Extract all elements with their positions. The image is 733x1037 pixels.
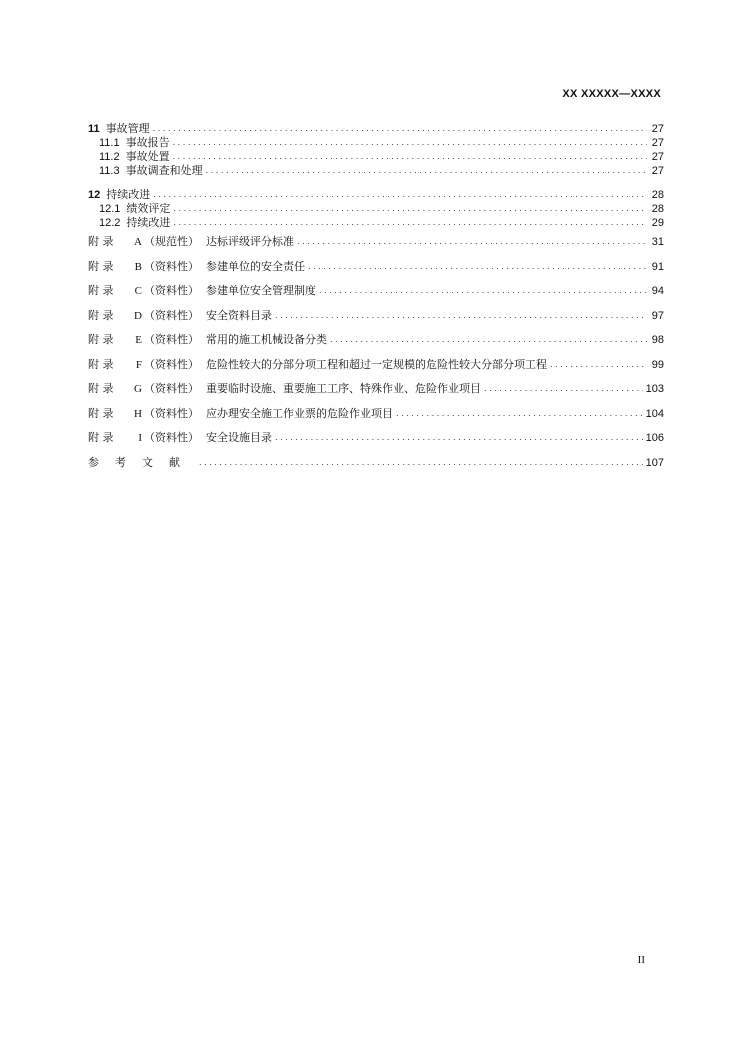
- toc-title: 持续改进: [106, 188, 151, 201]
- appendix-type: （资料性）: [144, 333, 199, 346]
- toc-number: 11: [88, 123, 100, 135]
- dot-leader: [484, 384, 643, 402]
- toc-page-number: 28: [651, 189, 664, 201]
- toc-appendix-g[interactable]: [88, 377, 664, 402]
- toc-page-number: 99: [651, 358, 664, 371]
- dot-leader: [330, 335, 647, 353]
- toc-section-11-3[interactable]: [88, 164, 664, 178]
- dot-leader: [275, 433, 643, 451]
- toc-title: 事故处置: [125, 150, 170, 163]
- appendix-type: （资料性）: [144, 284, 199, 297]
- dot-leader: [199, 457, 643, 475]
- toc-page-number: 97: [651, 309, 664, 322]
- toc-title: 应办理安全施工作业票的危险作业项目: [206, 406, 393, 420]
- toc-appendix-a[interactable]: [88, 230, 664, 255]
- dot-leader: [275, 310, 647, 328]
- toc-title: 危险性较大的分部分项工程和超过一定规模的危险性较大分部分项工程: [206, 357, 547, 371]
- toc-page-number: 27: [651, 151, 664, 163]
- appendix-type: （资料性）: [144, 357, 199, 371]
- toc-page-number: 104: [645, 407, 664, 420]
- appendix-letter: H: [134, 407, 142, 420]
- appendix-type: （资料性）: [144, 259, 199, 273]
- toc-appendix-e[interactable]: [88, 328, 664, 353]
- toc-number: 12.1: [99, 203, 121, 215]
- appendix-word: 附 录: [88, 357, 114, 371]
- appendix-letter: G: [134, 383, 142, 395]
- toc-page-number: 27: [651, 137, 664, 149]
- toc-title: 达标评级评分标准: [206, 235, 294, 248]
- toc-title: 参建单位安全管理制度: [206, 284, 316, 297]
- toc-appendix-b[interactable]: [88, 255, 664, 280]
- appendix-word: 附 录: [88, 259, 114, 273]
- toc-section-11-1[interactable]: [88, 136, 664, 150]
- dot-leader: [173, 136, 647, 150]
- appendix-letter: C: [134, 285, 142, 297]
- dot-leader: [308, 261, 647, 279]
- appendix-type: （资料性）: [144, 431, 199, 444]
- appendix-word: 附 录: [88, 382, 114, 395]
- appendix-letter: B: [134, 260, 142, 273]
- toc-title: 事故调查和处理: [125, 164, 203, 177]
- toc-chapter-12[interactable]: [88, 188, 664, 202]
- toc-title: 参建单位的安全责任: [206, 259, 305, 273]
- references-char: 文: [142, 455, 153, 469]
- references-char: 参: [88, 455, 99, 469]
- toc-page-number: 27: [651, 165, 664, 177]
- dot-leader: [550, 359, 647, 377]
- toc-appendix-h[interactable]: [88, 402, 664, 427]
- document-code: XX XXXXX—XXXX: [562, 88, 661, 100]
- toc-page-number: 31: [651, 236, 664, 248]
- toc-appendix-f[interactable]: [88, 353, 664, 378]
- table-of-contents: [88, 122, 664, 475]
- appendix-type: （资料性）: [144, 308, 199, 322]
- dot-leader: [173, 216, 647, 230]
- toc-page-number: 107: [645, 456, 664, 469]
- toc-number: 11.1: [99, 137, 120, 149]
- toc-page-number: 106: [645, 432, 664, 444]
- dot-leader: [173, 202, 647, 216]
- toc-title: 常用的施工机械设备分类: [206, 333, 327, 346]
- toc-appendix-i[interactable]: [88, 426, 664, 451]
- page-number-footer: II: [637, 954, 645, 966]
- toc-page-number: 94: [651, 285, 664, 297]
- toc-page-number: 29: [651, 217, 664, 229]
- dot-leader: [396, 408, 643, 426]
- toc-page-number: 91: [651, 260, 664, 273]
- toc-title: 持续改进: [126, 216, 171, 229]
- toc-appendix-c[interactable]: [88, 279, 664, 304]
- toc-number: 12: [88, 189, 101, 201]
- toc-page-number: 98: [651, 334, 664, 346]
- toc-title: 重要临时设施、重要施工工序、特殊作业、危险作业项目: [206, 382, 481, 395]
- appendix-type: （资料性）: [144, 382, 199, 395]
- toc-title: 绩效评定: [126, 202, 171, 215]
- toc-page-number: 103: [645, 383, 664, 395]
- references-char: 考: [115, 455, 126, 469]
- references-char: 献: [169, 455, 180, 469]
- dot-leader: [319, 286, 647, 304]
- appendix-letter: D: [134, 309, 142, 322]
- dot-leader: [153, 188, 647, 202]
- dot-leader: [173, 150, 647, 164]
- toc-page-number: 28: [651, 203, 664, 215]
- toc-number: 12.2: [99, 217, 121, 229]
- toc-section-12-2[interactable]: [88, 216, 664, 230]
- appendix-word: 附 录: [88, 333, 114, 346]
- dot-leader: [297, 237, 647, 255]
- appendix-word: 附 录: [88, 406, 114, 420]
- toc-title: 安全资料目录: [206, 308, 272, 322]
- appendix-type: （资料性）: [144, 406, 199, 420]
- toc-title: 安全设施目录: [206, 431, 272, 444]
- toc-number: 11.3: [99, 165, 120, 177]
- toc-chapter-11[interactable]: [88, 122, 664, 136]
- toc-references[interactable]: [88, 451, 664, 476]
- toc-title: 事故报告: [125, 136, 170, 149]
- toc-title: 事故管理: [105, 122, 150, 135]
- toc-section-11-2[interactable]: [88, 150, 664, 164]
- appendix-word: 附 录: [88, 308, 114, 322]
- appendix-letter: A: [134, 236, 142, 248]
- appendix-word: 附 录: [88, 284, 114, 297]
- dot-leader: [206, 164, 647, 178]
- appendix-letter: E: [135, 334, 142, 346]
- dot-leader: [153, 122, 647, 136]
- appendix-word: 附 录: [88, 431, 114, 444]
- toc-appendix-d[interactable]: [88, 304, 664, 329]
- toc-number: 11.2: [99, 151, 120, 163]
- appendix-letter: I: [138, 432, 142, 444]
- toc-section-12-1[interactable]: [88, 202, 664, 216]
- appendix-word: 附 录: [88, 235, 114, 248]
- appendix-type: （规范性）: [144, 235, 199, 248]
- appendix-letter: F: [135, 358, 142, 371]
- toc-page-number: 27: [651, 123, 664, 135]
